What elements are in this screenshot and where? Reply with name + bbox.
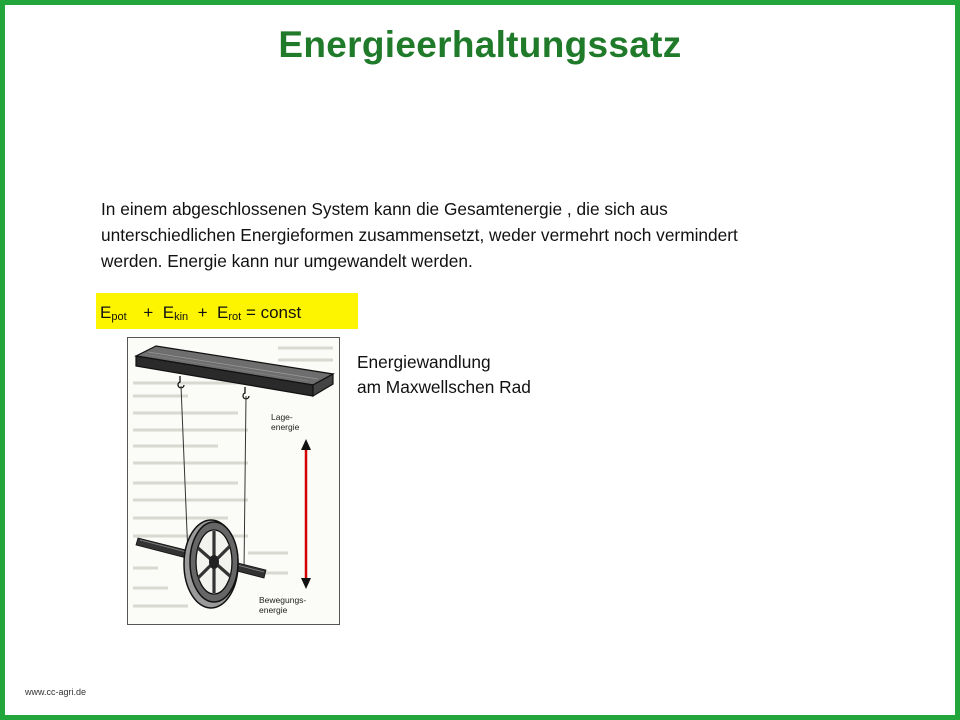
paragraph-line-2: unterschiedlichen Energieformen zusammensetzt, weder vermehrt noch vermindert [101,225,738,245]
caption-line-1: Energiewandlung [357,352,491,372]
footer-url: www.cc-agri.de [25,687,87,697]
maxwell-wheel-illustration [127,337,340,625]
definition-paragraph [101,196,901,274]
caption-line-2: am Maxwellschen Rad [357,377,531,397]
formula-e-rot: $E_{rot}$ [217,303,242,323]
formula-e-kin: $E_{kin}$ [162,303,189,323]
energy-formula [96,293,358,329]
paragraph-line-3: werden. Energie kann nur umgewandelt werden. [101,251,473,271]
formula-const: = const [245,303,302,322]
energy-arrow [128,338,339,624]
figure-caption [357,350,531,400]
label-lageenergie: Lage- energie [271,412,300,432]
label-bewegungsenergie: Bewegungs- energie [259,595,307,615]
formula-plus-1: + [143,303,154,322]
formula-plus-2: + [197,303,208,322]
paragraph-line-1: In einem abgeschlossenen System kann die Gesamtenergie , die sich aus [101,199,668,219]
slide-title: Energieerhaltungssatz [278,24,682,65]
formula-e-pot: $E_{pot}$ [100,303,127,323]
